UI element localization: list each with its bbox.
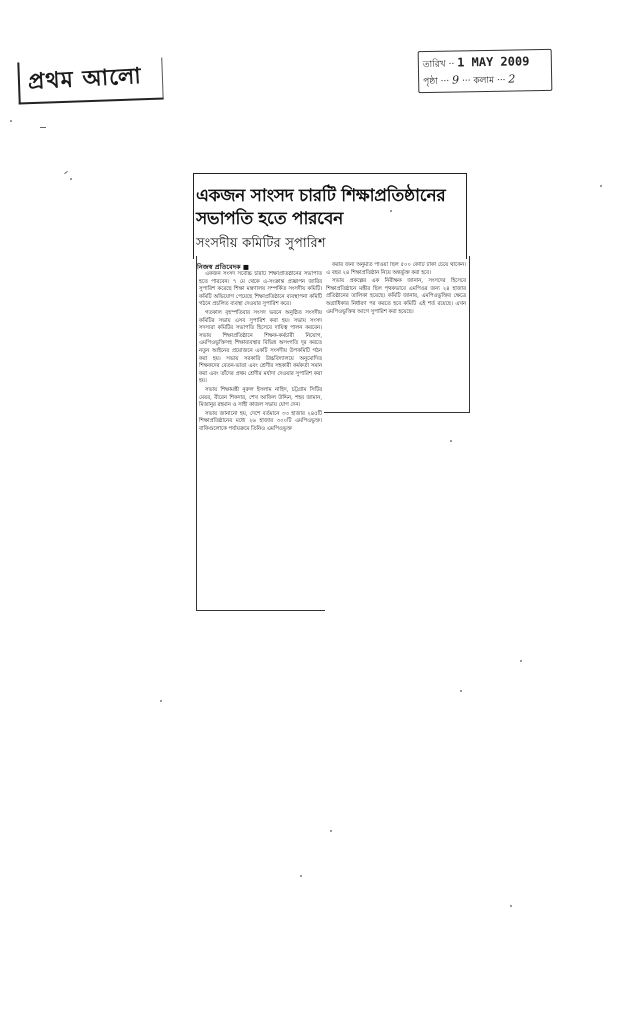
scan-mark: [64, 171, 68, 174]
scan-speck: [450, 440, 452, 442]
right-paragraph-1: করার জন্য অনুমতি পাওয়া ছিল ৫০০ কোটি টাকা চেয়ে থাকেন। এ বছর ২৪ শিক্ষাপ্রতিষ্ঠান নিয়ে অন্তর্ভুক্ত করা হবে।: [326, 262, 466, 276]
masthead-publication-name: প্রথম আলো: [27, 63, 143, 95]
stamp-page-value: 9: [451, 73, 460, 87]
article-headline: একজন সাংসদ চারটি শিক্ষাপ্রতিষ্ঠানের সভাপতি হতে পারবেন: [196, 186, 446, 229]
stamp-column-value: 2: [508, 72, 516, 86]
scan-speck: [70, 178, 72, 180]
scan-speck: [300, 875, 302, 877]
stamp-column-label: কলাম: [473, 75, 495, 87]
left-paragraph-1: একজন সংসদ সর্বোচ্চ চারটি শিক্ষাপ্রতিষ্ঠানের সভাপতি হতে পারবেন। ৭ মে থেকে এ-সংক্রান্ত প্রজ্ঞাপন জারির সুপারিশ করেছে শিক্ষা মন্ত্রণালয় সম্পর্কিত সংসদীয় কমিটি। কমিটি অভিযোগ পেয়েছে শিক্ষাপ্রতিষ্ঠানে ব্যবস্থাপনা কমিটি গঠনে প্রচলিত ব্যবস্থা দেওয়ার সুপারিশ করে।: [199, 271, 322, 308]
stamp-date-label: তারিখ: [422, 59, 446, 71]
scan-speck: [600, 185, 602, 187]
stamp-date-row: তারিখ ·· 1 MAY 2009: [422, 54, 530, 71]
article-byline: নিজস্ব প্রতিবেদক ■: [197, 263, 249, 271]
left-paragraph-3: সভায় শিক্ষামন্ত্রী নুরুল ইসলাম নাহিদ, চট্টগ্রাম সিটির মেয়র, বীরেন শিকদার, শেখ আফিল উদ্দিন, শহর জামান, মিজানুর রহমান ও সাহী কাজল সভায় যোগ দেন।: [199, 386, 322, 409]
scan-speck: [460, 690, 462, 692]
left-paragraph-4: সভায় জানানো হয়, দেশে বর্তমানে ৩৩ হাজার ২৪৫টি শিক্ষাপ্রতিষ্ঠানের মধ্যে ২৬ হাজার ৩০০টি এমপিওভুক্ত। বাকিগুলোকে পর্যায়ক্রমে তিনিও এমপিওভুক্ত: [199, 410, 322, 432]
scan-speck: [390, 210, 392, 212]
scan-speck: [10, 120, 12, 122]
right-paragraph-2: সভায় প্রকল্পের এক নিরীক্ষক জানান, সংসদের হিসেবে শিক্ষাপ্রতিষ্ঠানে মন্ত্রীর ছিল পৃথকভাবে এমপিওর জন্য ২৪ হাজার প্রতিষ্ঠানের তালিকা হয়েছে। কমিটি জানায়, এমপিওভুক্তির ক্ষেত্রে অগ্রাধিকার নির্ধারণ পর করতে হবে কমিটি এই শর্ত রয়েছে। এখন এমপিওভুক্তির আগে সুপারিশ করা হয়েছে।: [326, 278, 466, 315]
stamp-date-value: 1 MAY 2009: [457, 54, 530, 70]
left-paragraph-2: গতকাল বৃহস্পতিবার সংসদ ভবনে অনুষ্ঠিত সংসদীয় কমিটির সভায় এসব সুপারিশ করা হয়। সভায় সংসদ সদস্যরা কমিটির সভাপতি হিসেবে দায়িত্ব পালন করবেন। সভায় শিক্ষাপ্রতিষ্ঠানে শিক্ষক-কর্মচারী নিয়োগ, এমপিওভুক্তিসহ শিক্ষাব্যবস্থার বিভিন্ন অসংগতি দূর করতে নতুন আইনের প্রয়োজনে একটি সংসদীয় উপকমিটি গঠন করা হয়। সভায় সরকারি উচ্চবিদ্যালয়ে অনুমোদিত শিক্ষকদের বেতন-ভাতা এবং শ্রেণীর সহকারী কর্মকর্তা সমান করা এবং তাঁদের প্রথম শ্রেণীর মর্যাদা দেওয়ার সুপারিশ করা হয়।: [199, 309, 322, 385]
scan-speck: [160, 700, 162, 702]
date-page-stamp: [418, 49, 553, 93]
scan-speck: [510, 905, 512, 907]
stamp-page-label: পৃষ্ঠা: [423, 76, 438, 88]
scan-mark: [40, 127, 46, 128]
article-subheadline: সংসদীয় কমিটির সুপারিশ: [196, 236, 326, 251]
scan-speck: [520, 660, 522, 662]
article-left-column: [199, 271, 322, 607]
scan-speck: [330, 830, 332, 832]
article-right-column: [326, 262, 466, 410]
stamp-page-row: পৃষ্ঠা ··· 9 ··· কলাম ··· 2: [423, 72, 516, 88]
